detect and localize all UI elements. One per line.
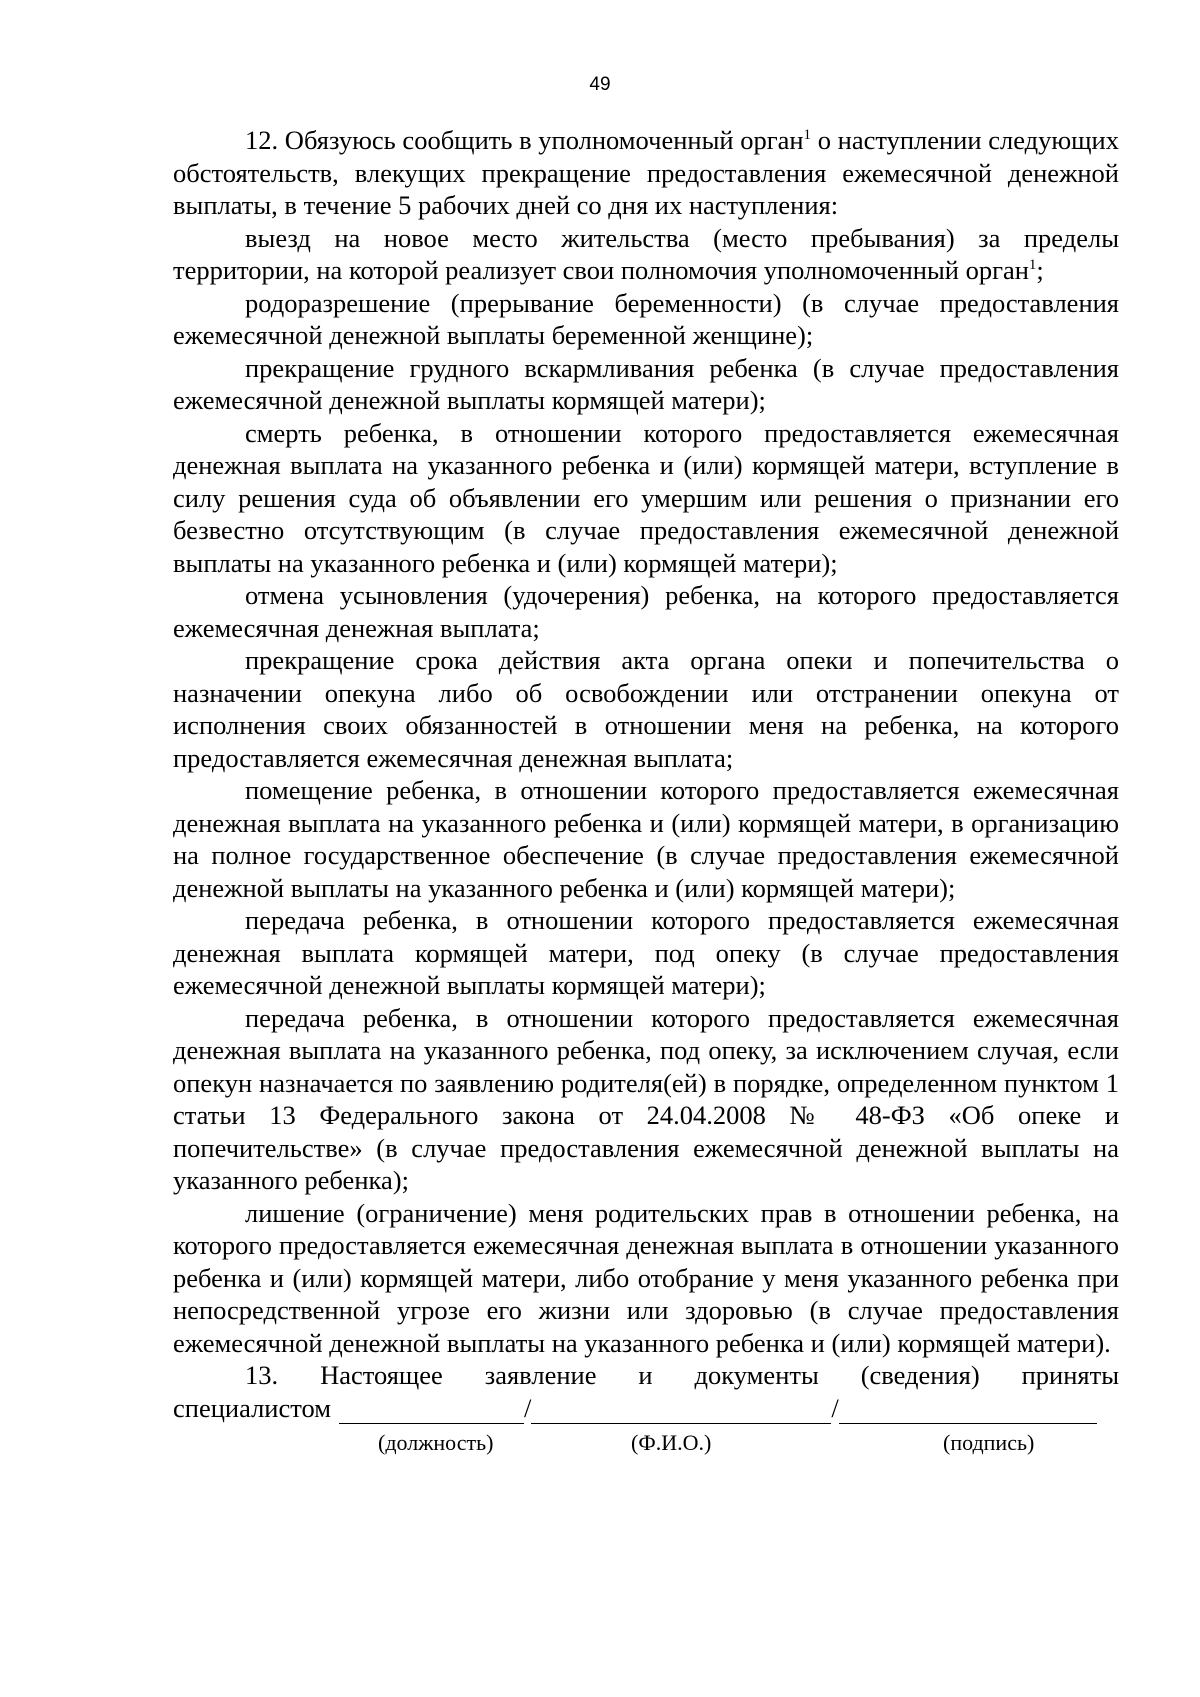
signature-captions	[173, 1428, 1119, 1458]
item-12-intro: 12. Обязуюсь сообщить в уполномоченный орган$^1$ о наступлении следующих обстоятельств, влекущих прекращение предоставления ежемесячной денежной выплаты, в течение 5 рабочих дней со дня их наступления:	[173, 125, 1119, 220]
item-12-subitem: помещение ребенка, в отношении которого предоставляется ежемесячная денежная выплата на указанного ребенка и (или) кормящей матери, в организацию на полное государственное обеспечение (в случае предоставления ежемесячной денежной выплаты на указанного ребенка и (или) кормящей матери);	[173, 775, 1119, 903]
item-12-subitem: лишение (ограничение) меня родительских прав в отношении ребенка, на которого предоставляется ежемесячная денежная выплата в отношении указанного ребенка и (или) кормящей матери, либо отобрание у меня указанного ребенка при непосредственной угрозе его жизни или здоровью (в случае предоставления ежемесячной денежной выплаты на указанного ребенка и (или) кормящей матери).	[173, 1197, 1119, 1358]
item-12-subitem: передача ребенка, в отношении которого предоставляется ежемесячная денежная выплата на указанного ребенка, под опеку, за исключением случая, если опекун назначается по заявлению родителя(ей) в порядке, определенном пунктом 1 статьи 13 Федерального закона от 24.04.2008 № 48-ФЗ «Об опеке и попечительстве» (в случае предоставления ежемесячной денежной выплаты на указанного ребенка);	[173, 1002, 1119, 1195]
separator: /	[831, 1392, 839, 1423]
position-caption: (должность)	[378, 1430, 494, 1455]
item-12-subitem: родоразрешение (прерывание беременности) (в случае предоставления ежемесячной денежной выплаты беременной женщине);	[173, 287, 1119, 350]
signature-row	[173, 1392, 1119, 1425]
item-12-subitem: выезд на новое место жительства (место пребывания) за пределы территории, на которой реализует свои полномочия уполномоченный орган$^1$;	[173, 222, 1119, 285]
specialist-label: специалистом	[173, 1392, 331, 1423]
item-12-subitem: передача ребенка, в отношении которого предоставляется ежемесячная денежная выплата кормящей матери, под опеку (в случае предоставления ежемесячной денежной выплаты кормящей матери);	[173, 905, 1119, 1000]
signature-field[interactable]	[839, 1397, 1097, 1424]
fio-caption: (Ф.И.О.)	[631, 1430, 712, 1455]
footnote-ref: 1	[803, 127, 812, 144]
item-12-subitem: смерть ребенка, в отношении которого предоставляется ежемесячная денежная выплата на указанного ребенка и (или) кормящей матери, вступление в силу решения суда об объявлении его умершим или решения о признании его безвестно отсутствующим (в случае предоставления ежемесячной денежной выплаты на указанного ребенка и (или) кормящей матери);	[173, 417, 1119, 578]
separator: /	[523, 1392, 532, 1423]
item-12-subitem: прекращение грудного вскармливания ребенка (в случае предоставления ежемесячной денежной выплаты кормящей матери);	[173, 352, 1119, 415]
fio-field[interactable]	[531, 1397, 831, 1424]
page-number: 49	[589, 74, 611, 95]
item-12-subitem: отмена усыновления (удочерения) ребенка, на которого предоставляется ежемесячная денежная выплата;	[173, 580, 1119, 643]
document-body	[173, 124, 1119, 1458]
position-field[interactable]	[339, 1397, 524, 1424]
item-13: 13. Настоящее заявление и документы (сведения) приняты	[245, 1360, 1119, 1390]
signature-caption: (подпись)	[943, 1430, 1035, 1455]
item-12-subitem: прекращение срока действия акта органа опеки и попечительства о назначении опекуна либо об освобождении или отстранении опекуна от исполнения своих обязанностей в отношении меня на ребенка, на которого предоставляется ежемесячная денежная выплата;	[173, 645, 1119, 773]
footnote-ref: 1	[1028, 257, 1037, 274]
